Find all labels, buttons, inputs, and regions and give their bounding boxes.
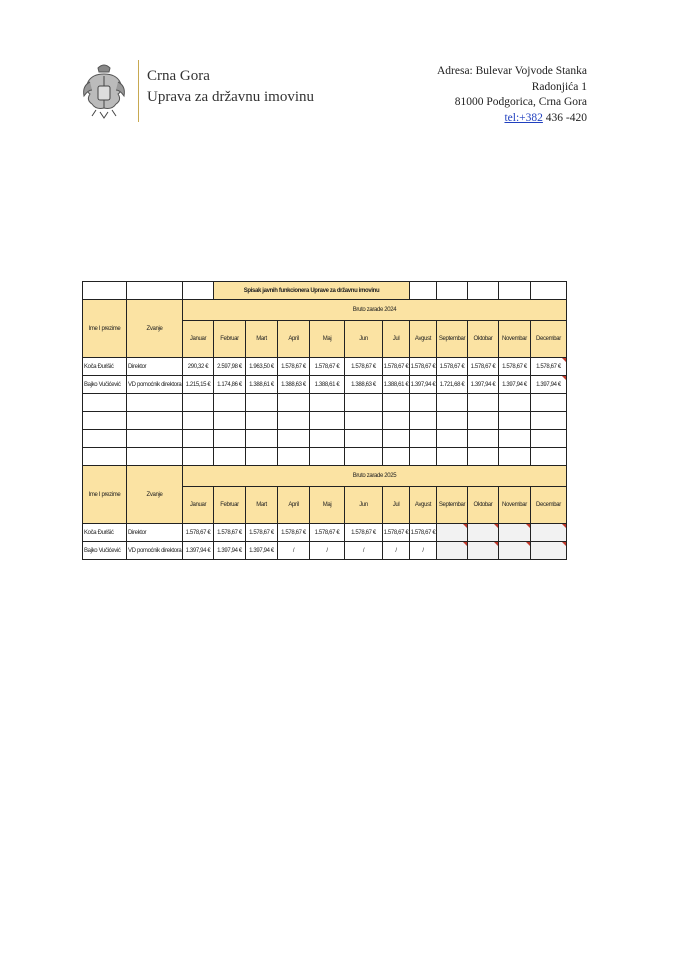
- cell-value: /: [383, 542, 410, 560]
- table-cell-empty: [127, 430, 183, 448]
- table-cell-empty: [499, 282, 531, 300]
- table-cell-empty: [499, 412, 531, 430]
- address-block: [437, 64, 587, 126]
- section-label: Bruto zarade 2025: [183, 466, 567, 487]
- month-header: Maj: [310, 321, 345, 358]
- table-row-blank: [83, 394, 567, 412]
- table-cell-empty: [410, 412, 437, 430]
- table-cell-empty: [468, 430, 499, 448]
- month-header: April: [278, 487, 310, 524]
- cell-value: /: [410, 542, 437, 560]
- address-line-1: Adresa: Bulevar Vojvode Stanka: [436, 65, 587, 77]
- cell-value: 1.578,67 €: [410, 358, 437, 376]
- table-cell-empty: [468, 448, 499, 466]
- table-cell-empty: [278, 430, 310, 448]
- col-header-name: Ime I prezime: [83, 300, 127, 358]
- cell-value: 1.578,67 €: [383, 358, 410, 376]
- table-cell-empty: [437, 282, 468, 300]
- col-header-title: Zvanje: [127, 300, 183, 358]
- cell-value: 1.578,67 €: [183, 524, 214, 542]
- table-title: Spisak javnih funkcionera Uprave za državnu imovinu: [214, 282, 410, 300]
- table-row: [83, 542, 567, 560]
- cell-value: 1.963,50 €: [246, 358, 278, 376]
- month-header: Januar: [183, 321, 214, 358]
- table-row: [83, 358, 567, 376]
- cell-title: VD pomoćnik direktora: [127, 542, 183, 560]
- table-row-blank: [83, 430, 567, 448]
- cell-value: /: [310, 542, 345, 560]
- col-header-title: Zvanje: [127, 466, 183, 524]
- month-header: Decembar: [531, 487, 567, 524]
- phone-link[interactable]: tel:+382: [504, 111, 543, 124]
- table-cell-empty: [246, 430, 278, 448]
- cell-value: 1.721,68 €: [437, 376, 468, 394]
- table-cell-empty: [278, 394, 310, 412]
- cell-value: 1.578,67 €: [278, 358, 310, 376]
- cell-value: [468, 524, 499, 542]
- table-cell-empty: [246, 448, 278, 466]
- month-header: Decembar: [531, 321, 567, 358]
- table-cell-empty: [183, 394, 214, 412]
- organization-name-block: [147, 60, 314, 108]
- cell-value: 1.215,15 €: [183, 376, 214, 394]
- month-header: Oktobar: [468, 321, 499, 358]
- header-divider: [138, 60, 139, 122]
- table-cell-empty: [83, 412, 127, 430]
- month-header: Avgust: [410, 321, 437, 358]
- cell-value: /: [278, 542, 310, 560]
- cell-value: 1.174,86 €: [214, 376, 246, 394]
- table-cell-empty: [531, 448, 567, 466]
- table-cell-empty: [345, 412, 383, 430]
- table-cell-empty: [383, 394, 410, 412]
- col-header-name: Ime I prezime: [83, 466, 127, 524]
- table-cell-empty: [437, 394, 468, 412]
- cell-value: [437, 542, 468, 560]
- cell-name: Koča Đurišić: [83, 524, 127, 542]
- cell-value: 1.397,94 €: [499, 376, 531, 394]
- table-cell-empty: [345, 430, 383, 448]
- cell-value: 1.578,67 €: [468, 358, 499, 376]
- table-cell-empty: [410, 282, 437, 300]
- month-header: Jun: [345, 487, 383, 524]
- table-cell-empty: [437, 430, 468, 448]
- cell-value: 1.397,94 €: [246, 542, 278, 560]
- cell-value: [499, 524, 531, 542]
- cell-value: 1.578,67 €: [410, 524, 437, 542]
- table-cell-empty: [183, 282, 214, 300]
- month-header: Februar: [214, 487, 246, 524]
- table-cell-empty: [345, 448, 383, 466]
- table-cell-empty: [83, 394, 127, 412]
- month-header: Januar: [183, 487, 214, 524]
- month-header: Novembar: [499, 487, 531, 524]
- coat-of-arms-icon: [78, 60, 130, 122]
- table-cell-empty: [278, 412, 310, 430]
- table-cell-empty: [531, 394, 567, 412]
- cell-name: Bajko Vučićević: [83, 542, 127, 560]
- table-cell-empty: [499, 430, 531, 448]
- table-cell-empty: [531, 412, 567, 430]
- month-header: April: [278, 321, 310, 358]
- table-cell-empty: [499, 394, 531, 412]
- table-cell-empty: [383, 412, 410, 430]
- address-line-3: 81000 Podgorica, Crna Gora: [454, 96, 587, 108]
- table-cell-empty: [183, 412, 214, 430]
- table-row: [83, 524, 567, 542]
- address-line-2: Radonjića 1: [531, 80, 587, 93]
- table-cell-empty: [246, 394, 278, 412]
- cell-value: [437, 524, 468, 542]
- section-header-row: [83, 300, 567, 321]
- cell-title: Direktor: [127, 524, 183, 542]
- cell-value: 1.578,67 €: [383, 524, 410, 542]
- cell-value: 1.578,67 €: [310, 358, 345, 376]
- month-header: Februar: [214, 321, 246, 358]
- cell-value: 1.388,63 €: [278, 376, 310, 394]
- cell-value: [468, 542, 499, 560]
- salary-table: [82, 281, 567, 560]
- cell-value: 1.397,94 €: [531, 376, 567, 394]
- table-cell-empty: [83, 448, 127, 466]
- table-cell-empty: [437, 412, 468, 430]
- org-name: Uprava za državnu imovinu: [147, 89, 315, 105]
- table-cell-empty: [310, 412, 345, 430]
- phone-line: [437, 111, 587, 127]
- table-title-row: [83, 282, 567, 300]
- table-cell-empty: [410, 430, 437, 448]
- cell-value: 1.578,67 €: [531, 358, 567, 376]
- table-cell-empty: [345, 394, 383, 412]
- table-cell-empty: [127, 282, 183, 300]
- table-cell-empty: [410, 394, 437, 412]
- cell-name: Bajko Vučićević: [83, 376, 127, 394]
- table-cell-empty: [214, 394, 246, 412]
- table-cell-empty: [183, 448, 214, 466]
- table-cell-empty: [83, 282, 127, 300]
- table-cell-empty: [310, 430, 345, 448]
- cell-value: 290,32 €: [183, 358, 214, 376]
- table-cell-empty: [468, 394, 499, 412]
- table-cell-empty: [127, 412, 183, 430]
- month-header: Septembar: [437, 321, 468, 358]
- section-label: Bruto zarade 2024: [183, 300, 567, 321]
- header-logo-block: [78, 60, 314, 122]
- cell-value: /: [345, 542, 383, 560]
- table-cell-empty: [214, 448, 246, 466]
- month-header: Maj: [310, 487, 345, 524]
- cell-title: Direktor: [127, 358, 183, 376]
- cell-value: 2.597,98 €: [214, 358, 246, 376]
- table-row: [83, 376, 567, 394]
- month-header: Jul: [383, 487, 410, 524]
- table-cell-empty: [214, 412, 246, 430]
- phone-number-rest: 436 -420: [542, 111, 587, 124]
- cell-title: VD pomoćnik direktora: [127, 376, 183, 394]
- table-cell-empty: [127, 394, 183, 412]
- table-cell-empty: [437, 448, 468, 466]
- cell-value: 1.578,67 €: [310, 524, 345, 542]
- cell-value: 1.388,61 €: [246, 376, 278, 394]
- table-cell-empty: [410, 448, 437, 466]
- table-cell-empty: [246, 412, 278, 430]
- table-cell-empty: [310, 394, 345, 412]
- table-cell-empty: [83, 430, 127, 448]
- table-cell-empty: [383, 448, 410, 466]
- table-cell-empty: [468, 412, 499, 430]
- table-cell-empty: [214, 430, 246, 448]
- cell-value: 1.397,94 €: [214, 542, 246, 560]
- org-country: Crna Gora: [147, 68, 210, 84]
- cell-value: [531, 542, 567, 560]
- month-header: Avgust: [410, 487, 437, 524]
- month-header: Mart: [246, 487, 278, 524]
- cell-name: Koča Đurišić: [83, 358, 127, 376]
- month-header: Jun: [345, 321, 383, 358]
- cell-value: 1.388,61 €: [383, 376, 410, 394]
- cell-value: 1.578,67 €: [214, 524, 246, 542]
- table-cell-empty: [531, 282, 567, 300]
- cell-value: 1.397,94 €: [410, 376, 437, 394]
- month-header: Septembar: [437, 487, 468, 524]
- table-cell-empty: [531, 430, 567, 448]
- cell-value: [531, 524, 567, 542]
- table-cell-empty: [127, 448, 183, 466]
- table-cell-empty: [183, 430, 214, 448]
- cell-value: 1.578,67 €: [345, 358, 383, 376]
- section-header-row: [83, 466, 567, 487]
- salary-table-wrapper: [82, 281, 567, 560]
- cell-value: 1.397,94 €: [183, 542, 214, 560]
- month-header: Novembar: [499, 321, 531, 358]
- table-cell-empty: [499, 448, 531, 466]
- table-row-blank: [83, 448, 567, 466]
- cell-value: [499, 542, 531, 560]
- table-cell-empty: [383, 430, 410, 448]
- cell-value: 1.578,67 €: [499, 358, 531, 376]
- table-cell-empty: [468, 282, 499, 300]
- cell-value: 1.388,61 €: [310, 376, 345, 394]
- table-row-blank: [83, 412, 567, 430]
- table-cell-empty: [310, 448, 345, 466]
- cell-value: 1.578,67 €: [345, 524, 383, 542]
- cell-value: 1.388,63 €: [345, 376, 383, 394]
- cell-value: 1.578,67 €: [246, 524, 278, 542]
- month-header: Jul: [383, 321, 410, 358]
- cell-value: 1.578,67 €: [278, 524, 310, 542]
- month-header: Mart: [246, 321, 278, 358]
- table-cell-empty: [278, 448, 310, 466]
- cell-value: 1.397,94 €: [468, 376, 499, 394]
- cell-value: 1.578,67 €: [437, 358, 468, 376]
- month-header: Oktobar: [468, 487, 499, 524]
